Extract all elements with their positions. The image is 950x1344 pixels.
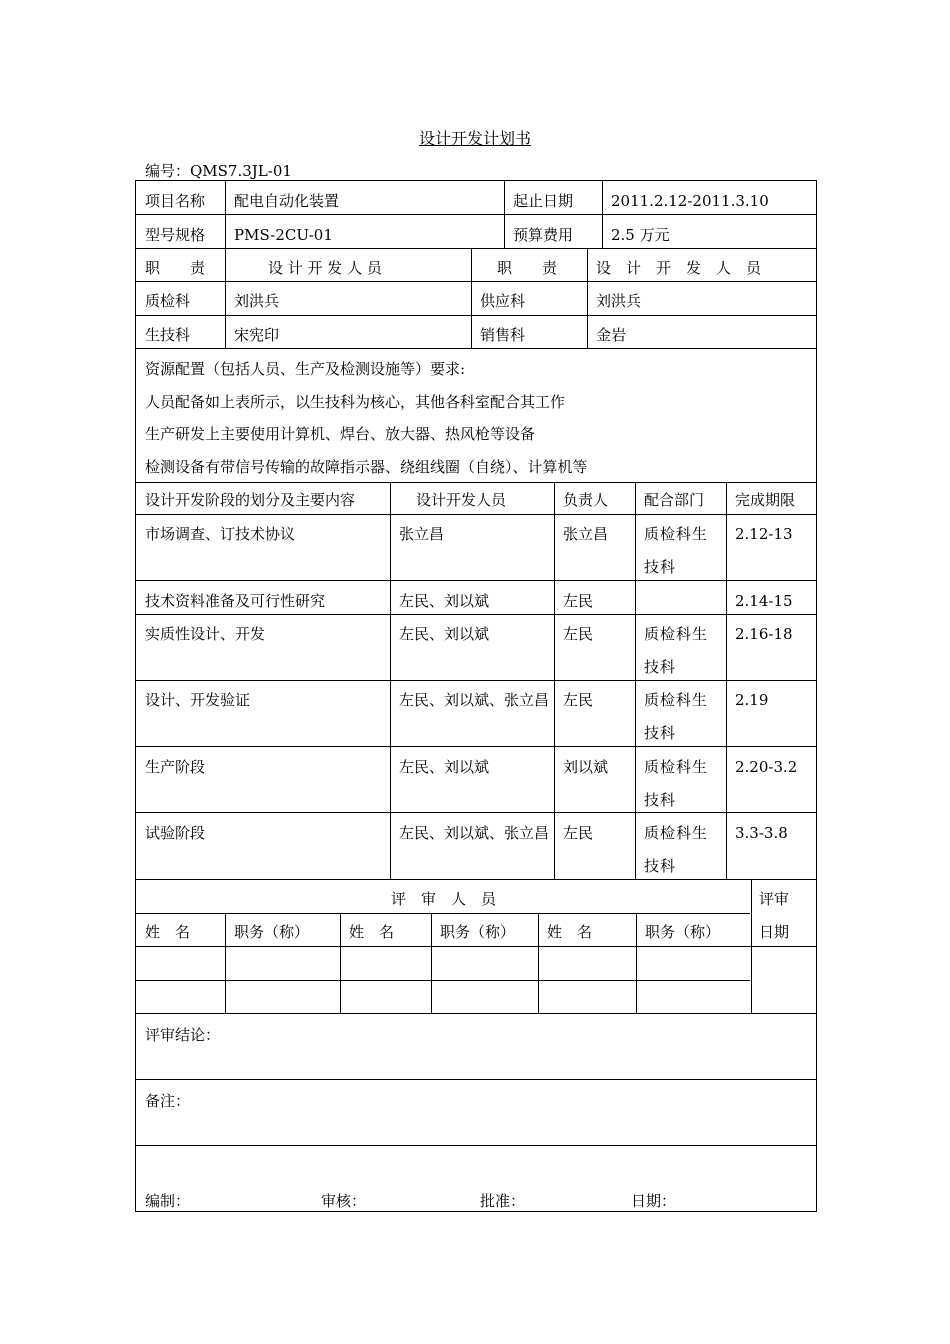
staff-dept: 生技科 bbox=[145, 326, 191, 344]
col-divider bbox=[431, 913, 432, 1013]
date-range-label: 起止日期 bbox=[513, 192, 574, 210]
stage-dept: 质检科生技科 bbox=[644, 758, 709, 809]
stage-lead: 左民 bbox=[563, 691, 594, 709]
stages-header-lead: 负责人 bbox=[563, 491, 609, 509]
col-divider bbox=[587, 248, 588, 348]
stage-deadline: 2.12-13 bbox=[735, 525, 793, 543]
stage-lead: 张立昌 bbox=[563, 525, 609, 543]
approved-by-label: 批准： bbox=[480, 1192, 526, 1210]
col-divider bbox=[554, 482, 555, 879]
stages-header-stage: 设计开发阶段的划分及主要内容 bbox=[145, 491, 356, 509]
stage-dept: 质检科生技科 bbox=[644, 691, 709, 742]
staff-dept: 供应科 bbox=[480, 292, 526, 310]
col-divider bbox=[636, 913, 637, 1013]
review-heading: 评 审 人 员 bbox=[390, 890, 496, 908]
col-divider bbox=[504, 181, 505, 248]
staff-name: 宋宪印 bbox=[234, 326, 280, 344]
stage-staff: 左民、刘以斌、张立昌 bbox=[399, 824, 550, 842]
stage-name: 设计、开发验证 bbox=[145, 691, 251, 709]
stage-name: 技术资料准备及可行性研究 bbox=[145, 592, 326, 610]
col-divider bbox=[390, 482, 391, 879]
model-label: 型号规格 bbox=[145, 226, 206, 244]
stage-dept: 质检科生技科 bbox=[644, 824, 709, 875]
col-divider bbox=[225, 248, 226, 348]
staff-dept: 销售科 bbox=[480, 326, 526, 344]
model-value: PMS-2CU-01 bbox=[234, 226, 333, 244]
project-name-value: 配电自动化装置 bbox=[234, 192, 340, 210]
review-col-name: 姓 名 bbox=[349, 923, 395, 941]
col-divider bbox=[726, 482, 727, 879]
review-col-title: 职务（称） bbox=[234, 923, 310, 941]
resources-heading: 资源配置（包括人员、生产及检测设施等）要求: bbox=[145, 360, 466, 378]
review-conclusion-label: 评审结论： bbox=[145, 1026, 221, 1044]
stage-name: 市场调查、订技术协议 bbox=[145, 525, 296, 543]
stage-staff: 左民、刘以斌 bbox=[399, 592, 490, 610]
col-divider bbox=[225, 913, 226, 1013]
col-divider bbox=[225, 181, 226, 248]
staff-header-1: 设 计 开 发 人 员 bbox=[268, 259, 382, 277]
stage-name: 实质性设计、开发 bbox=[145, 625, 266, 643]
stage-staff: 左民、刘以斌 bbox=[399, 758, 490, 776]
stage-lead: 左民 bbox=[563, 824, 594, 842]
resources-line: 人员配备如上表所示，以生技科为核心，其他各科室配合其工作 bbox=[145, 393, 566, 411]
review-date-label: 评审日期 bbox=[759, 890, 790, 941]
stages-header-deadline: 完成期限 bbox=[735, 491, 796, 509]
document-number: 编号：QMS7.3JL-01 bbox=[145, 162, 292, 180]
review-col-name: 姓 名 bbox=[145, 923, 191, 941]
review-col-title: 职务（称） bbox=[645, 923, 721, 941]
row-divider bbox=[136, 1013, 816, 1014]
review-col-title: 职务（称） bbox=[440, 923, 516, 941]
row-divider bbox=[136, 980, 750, 981]
stage-deadline: 2.20-3.2 bbox=[735, 758, 798, 776]
review-col-name: 姓 名 bbox=[547, 923, 593, 941]
resources-line: 生产研发上主要使用计算机、焊台、放大器、热风枪等设备 bbox=[145, 425, 536, 443]
col-divider bbox=[471, 248, 472, 348]
col-divider bbox=[538, 913, 539, 1013]
stage-staff: 左民、刘以斌 bbox=[399, 625, 490, 643]
stage-name: 生产阶段 bbox=[145, 758, 206, 776]
stage-deadline: 2.19 bbox=[735, 691, 769, 709]
prepared-by-label: 编制： bbox=[145, 1192, 191, 1210]
staff-header-2: 设 计 开 发 人 员 bbox=[596, 259, 762, 277]
stage-staff: 张立昌 bbox=[399, 525, 445, 543]
col-divider bbox=[635, 482, 636, 879]
budget-value: 2.5 万元 bbox=[611, 226, 670, 244]
document-title: 设计开发计划书 bbox=[418, 129, 531, 148]
stage-staff: 左民、刘以斌、张立昌 bbox=[399, 691, 550, 709]
row-divider bbox=[136, 1079, 816, 1080]
stage-deadline: 3.3-3.8 bbox=[735, 824, 788, 842]
resources-line: 检测设备有带信号传输的故障指示器、绕组线圈（自绕）、计算机等 bbox=[145, 458, 588, 476]
duty-header-1: 职 责 bbox=[145, 259, 206, 277]
stage-name: 试验阶段 bbox=[145, 824, 206, 842]
row-divider bbox=[136, 1145, 816, 1146]
reviewed-by-label: 审核： bbox=[321, 1192, 367, 1210]
date-range-value: 2011.2.12-2011.3.10 bbox=[611, 192, 769, 210]
staff-name: 金岩 bbox=[596, 326, 627, 344]
staff-name: 刘洪兵 bbox=[596, 292, 642, 310]
stage-deadline: 2.16-18 bbox=[735, 625, 793, 643]
signoff-date-label: 日期： bbox=[631, 1192, 677, 1210]
stage-dept: 质检科生技科 bbox=[644, 625, 709, 676]
stage-dept: 质检科生技科 bbox=[644, 525, 709, 576]
col-divider bbox=[340, 913, 341, 1013]
stage-deadline: 2.14-15 bbox=[735, 592, 793, 610]
col-divider bbox=[602, 181, 603, 248]
plan-form bbox=[135, 180, 817, 1212]
stages-header-staff: 设计开发人员 bbox=[416, 491, 507, 509]
remarks-label: 备注： bbox=[145, 1092, 191, 1110]
stage-lead: 刘以斌 bbox=[563, 758, 609, 776]
project-name-label: 项目名称 bbox=[145, 192, 206, 210]
duty-header-2: 职 责 bbox=[497, 259, 558, 277]
stages-header-dept: 配合部门 bbox=[644, 491, 705, 509]
staff-name: 刘洪兵 bbox=[234, 292, 280, 310]
col-divider bbox=[751, 879, 752, 1013]
staff-dept: 质检科 bbox=[145, 292, 191, 310]
stage-lead: 左民 bbox=[563, 625, 594, 643]
stage-lead: 左民 bbox=[563, 592, 594, 610]
budget-label: 预算费用 bbox=[513, 226, 574, 244]
